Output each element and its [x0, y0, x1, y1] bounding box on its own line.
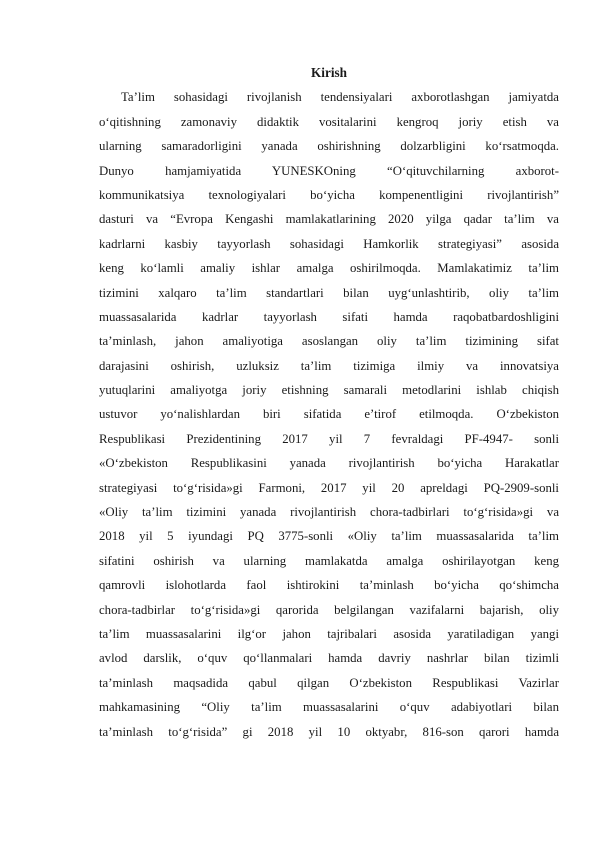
paragraph-line: dasturi va “Evropa Kengashi mamlakatlarining 2020 yilga qadar ta’lim va	[99, 212, 559, 227]
paragraph-line: muassasalarida kadrlar tayyorlash sifati hamda raqobatbardoshligini	[99, 309, 559, 324]
paragraph-line: avlod darslik, o‘quv qo‘llanmalari hamda davriy nashrlar bilan tizimli	[99, 651, 559, 666]
paragraph-line: chora-tadbirlar to‘g‘risida»gi qarorida belgilangan vazifalarni bajarish, oliy	[99, 602, 559, 617]
paragraph-line: ta’minlash maqsadida qabul qilgan O‘zbekiston Respublikasi Vazirlar	[99, 675, 559, 690]
paragraph-line: strategiyasi to‘g‘risida»gi Farmoni, 2017 yil 20 apreldagi PQ-2909-sonli	[99, 480, 559, 495]
paragraph-line: kommunikatsiya texnologiyalari bo‘yicha kompenentligini rivojlantirish”	[99, 187, 559, 202]
paragraph-line: «Oliy ta’lim tizimini yanada rivojlantirish chora-tadbirlari to‘g‘risida»gi va	[99, 505, 559, 520]
paragraph-line: mahkamasining “Oliy ta’lim muassasalarini o‘quv adabiyotlari bilan	[99, 700, 559, 715]
section-title: Kirish	[311, 65, 347, 80]
paragraph-line: Ta’lim sohasidagi rivojlanish tendensiyalari axborotlashgan jamiyatda	[121, 90, 559, 105]
document-body	[99, 61, 559, 744]
paragraph-line: yutuqlarini amaliyotga joriy etishning samarali metodlarini ishlab chiqish	[99, 383, 559, 398]
paragraph-line: «O‘zbekiston Respublikasini yanada rivojlantirish bo‘yicha Harakatlar	[99, 456, 559, 471]
paragraph-line: Dunyo hamjamiyatida YUNESKOning “O‘qituvchilarning axborot-	[99, 163, 559, 178]
paragraph-line: keng ko‘lamli amaliy ishlar amalga oshirilmoqda. Mamlakatimiz ta’lim	[99, 261, 559, 276]
paragraph-line: tizimini xalqaro ta’lim standartlari bilan uyg‘unlashtirib, oliy ta’lim	[99, 285, 559, 300]
paragraph-line: o‘qitishning zamonaviy didaktik vositalarini kengroq joriy etish va	[99, 114, 559, 129]
paragraph-line: kadrlarni kasbiy tayyorlash sohasidagi Hamkorlik strategiyasi” asosida	[99, 236, 559, 251]
paragraph-line: ta’minlash, jahon amaliyotiga asoslangan oliy ta’lim tizimining sifat	[99, 334, 559, 349]
paragraph-line: darajasini oshirish, uzluksiz ta’lim tizimiga ilmiy va innovatsiya	[99, 358, 559, 373]
paragraph-line: ustuvor yo‘nalishlardan biri sifatida e’tirof etilmoqda. O‘zbekiston	[99, 407, 559, 422]
paragraph-line: ta’lim muassasalarini ilg‘or jahon tajribalari asosida yaratiladigan yangi	[99, 627, 559, 641]
paragraph-line: ularning samaradorligini yanada oshirishning dolzarbligini ko‘rsatmoqda.	[99, 139, 559, 154]
paragraph-line: qamrovli islohotlarda faol ishtirokini ta’minlash bo‘yicha qo‘shimcha	[99, 578, 559, 593]
paragraph-line: 2018 yil 5 iyundagi PQ 3775-sonli «Oliy ta’lim muassasalarida ta’lim	[99, 529, 559, 544]
paragraph-line: sifatini oshirish va ularning mamlakatda amalga oshirilayotgan keng	[99, 553, 559, 568]
paragraph-line: Respublikasi Prezidentining 2017 yil 7 fevraldagi PF-4947- sonli	[99, 431, 559, 446]
paragraph-line: ta’minlash to‘g‘risida” gi 2018 yil 10 oktyabr, 816-son qarori hamda	[99, 724, 559, 739]
